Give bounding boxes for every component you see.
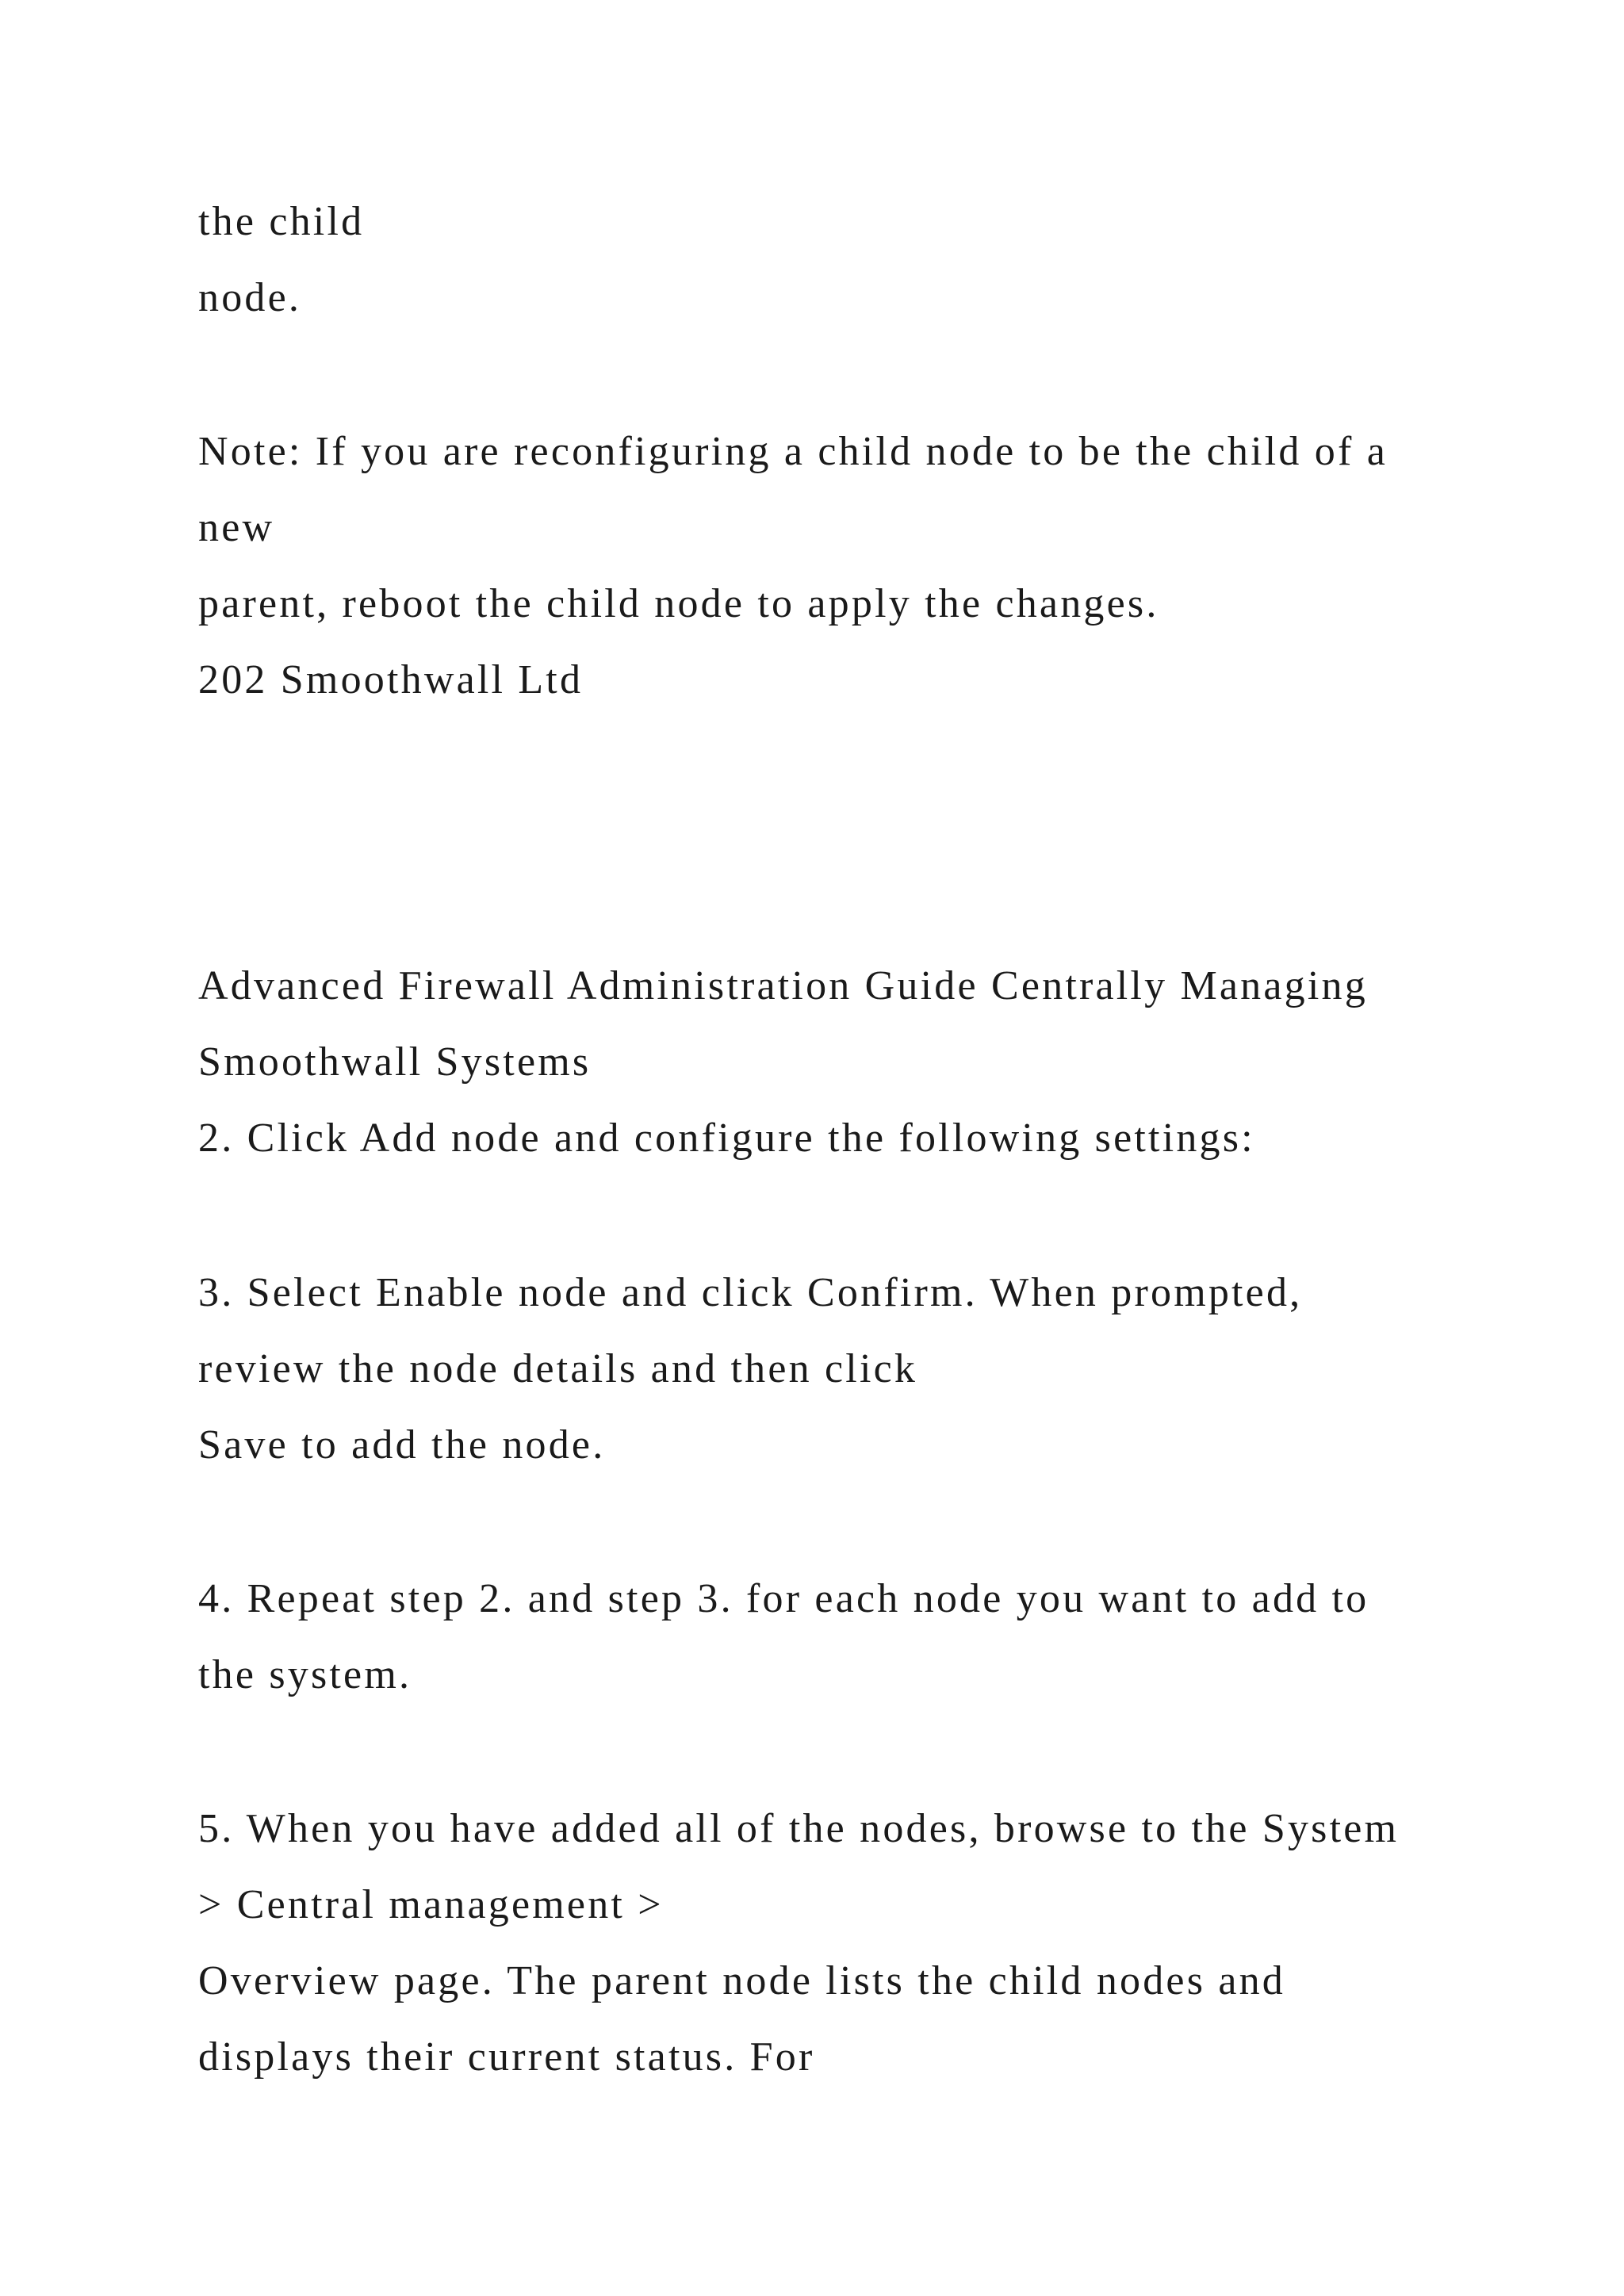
step-4: 4. Repeat step 2. and step 3. for each node you want to add to	[198, 1576, 1369, 1621]
text-line: node.	[198, 275, 302, 320]
running-header: Advanced Firewall Administration Guide Centrally Managing	[198, 963, 1368, 1008]
text-line: review the node details and then click	[198, 1346, 918, 1391]
text-line: Overview page. The parent node lists the child nodes and	[198, 1958, 1286, 2003]
step-5: 5. When you have added all of the nodes, browse to the System	[198, 1806, 1400, 1851]
step-2: 2. Click Add node and configure the following settings:	[198, 1115, 1255, 1161]
step-3: 3. Select Enable node and click Confirm. When prompted,	[198, 1270, 1303, 1315]
text-line: > Central management >	[198, 1882, 664, 1927]
text-line: new	[198, 505, 275, 550]
page-footer: 202 Smoothwall Ltd	[198, 657, 584, 702]
text-line: the system.	[198, 1652, 412, 1697]
running-header: Smoothwall Systems	[198, 1039, 592, 1085]
text-line: Save to add the node.	[198, 1422, 606, 1468]
note-text: Note: If you are reconfiguring a child node to be the child of a	[198, 429, 1388, 474]
text-line: parent, reboot the child node to apply the changes.	[198, 581, 1159, 626]
text-line: the child	[198, 199, 365, 244]
text-line: displays their current status. For	[198, 2034, 815, 2080]
